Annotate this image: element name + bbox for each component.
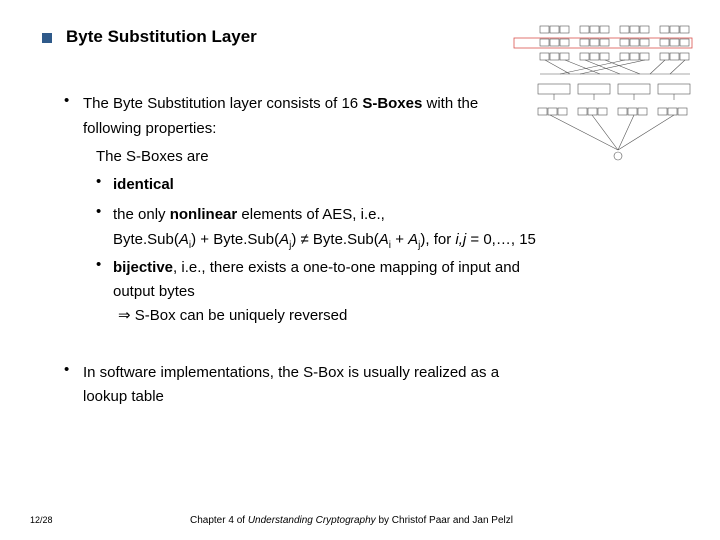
page-number: 12/28 [30, 515, 53, 525]
formula-f: = 0,…, 15 [466, 231, 536, 248]
formula-a: Byte.Sub( [113, 231, 179, 248]
bullet-dot: • [64, 361, 70, 378]
prop2-formula [113, 228, 536, 257]
formula-sub1: i [188, 240, 192, 251]
formula-sub4: j [418, 240, 421, 251]
prop-nonlinear [113, 203, 385, 226]
formula-var2: A [279, 231, 290, 248]
prop-bijective [113, 256, 520, 279]
footer-ref-pre: Chapter 4 of [190, 515, 248, 526]
prop2-pre: the only [113, 206, 170, 223]
bullet-text [83, 92, 478, 115]
formula-var3: A [378, 231, 389, 248]
prop3-line2: output bytes [113, 283, 195, 300]
bullet-dot: • [96, 256, 102, 273]
aes-round-diagram [510, 22, 710, 172]
prop2-bold: nonlinear [169, 206, 238, 223]
formula-c: ) ≠ Byte.Sub( [291, 231, 379, 248]
prop2-post: elements of AES, i.e., [237, 206, 385, 223]
input-bytes-row [540, 26, 689, 33]
output-bytes-row [540, 53, 689, 60]
bullet1-text-pre: The Byte Substitution layer consists of 16 [83, 95, 363, 112]
bullet-dot: • [64, 92, 70, 109]
bullet1-line2: following properties: [83, 120, 217, 137]
formula-var4: A [408, 231, 419, 248]
formula-sub3: i [388, 240, 392, 251]
prop-identical: identical [113, 176, 174, 193]
formula-e: ), for [420, 231, 456, 248]
formula-var1: A [178, 231, 189, 248]
sbox-row [540, 39, 689, 46]
formula-sub2: j [289, 240, 292, 251]
mixcolumn-blocks [538, 84, 690, 94]
prop3-line3: ⇒ S-Box can be uniquely reversed [118, 307, 348, 324]
slide-title: Byte Substitution Layer [66, 27, 257, 46]
prop3-post: , i.e., there exists a one-to-one mapping of input and [173, 259, 520, 276]
highlight-box [514, 38, 692, 48]
bullet-dot: • [96, 203, 102, 220]
bullet1-bold: S-Boxes [362, 95, 423, 112]
footer-ref-post: by Christof Paar and Jan Pelzl [375, 515, 513, 526]
formula-b: ) + Byte.Sub( [191, 231, 280, 248]
footer-book-title: Understanding Cryptography [247, 515, 376, 526]
footer-reference [190, 515, 513, 526]
result-row [538, 108, 687, 115]
formula-d: + [391, 231, 409, 248]
bullet1-text-post: with the [422, 95, 479, 112]
bullet-dot: • [96, 173, 102, 190]
sboxes-intro: The S-Boxes are [96, 148, 209, 165]
prop3-bold: bijective [113, 259, 174, 276]
title-bullet-square [42, 33, 52, 43]
bullet2-line2: lookup table [83, 388, 164, 405]
bullet2-line1: In software implementations, the S-Box is usually realized as a [83, 364, 500, 381]
formula-ij: i,j [455, 231, 467, 248]
